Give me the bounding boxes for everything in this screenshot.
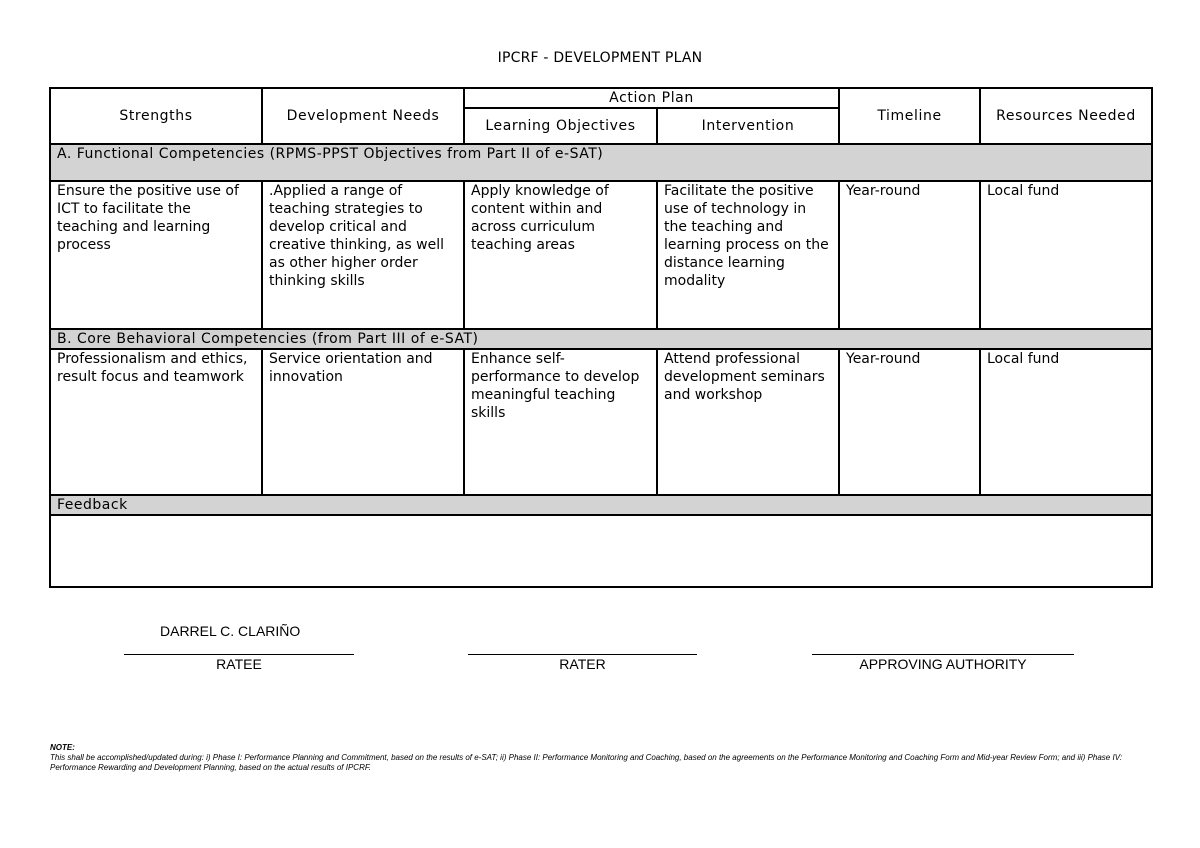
cell-development-needs: Service orientation and innovation <box>262 349 464 495</box>
cell-strengths: Ensure the positive use of ICT to facilitate the teaching and learning process <box>50 181 262 329</box>
section-b-header <box>50 329 1152 349</box>
development-plan-table <box>49 87 1153 588</box>
header-resources-needed: Resources Needed <box>980 88 1152 144</box>
cell-resources-needed: Local fund <box>980 181 1152 329</box>
header-action-plan: Action Plan <box>464 88 839 108</box>
section-a-title: A. Functional Competencies (RPMS-PPST Objectives from Part II of e-SAT) <box>50 144 1152 181</box>
approving-authority-signature-line <box>812 654 1074 672</box>
cell-timeline: Year-round <box>839 181 980 329</box>
header-intervention: Intervention <box>657 108 839 144</box>
rater-signature-line <box>468 654 697 672</box>
note-text: This shall be accomplished/updated during: i) Phase I: Performance Planning and Commitment, based on the results of e-SAT; ii) Phase II: Performance Monitoring and Coaching, based on the agreements on the Performance Monitoring and Coaching Form and Mid-year Review Form; and iii) Phase IV: Performance Rewarding and Development Planning, based on the actual results of IPCRF. <box>50 753 1123 772</box>
cell-intervention: Attend professional development seminars and workshop <box>657 349 839 495</box>
cell-timeline: Year-round <box>839 349 980 495</box>
feedback-row <box>50 515 1152 587</box>
feedback-header <box>50 495 1152 515</box>
cell-development-needs: .Applied a range of teaching strategies to develop critical and creative thinking, as well as other higher order thinking skills <box>262 181 464 329</box>
table-row <box>50 349 1152 495</box>
feedback-title: Feedback <box>50 495 1152 515</box>
ratee-name: DARREL C. CLARIÑO <box>160 623 301 639</box>
header-strengths: Strengths <box>50 88 262 144</box>
section-a-header <box>50 144 1152 181</box>
section-b-title: B. Core Behavioral Competencies (from Part III of e-SAT) <box>50 329 1152 349</box>
feedback-content <box>50 515 1152 587</box>
ratee-label: RATEE <box>216 656 262 672</box>
header-development-needs: Development Needs <box>262 88 464 144</box>
header-timeline: Timeline <box>839 88 980 144</box>
cell-strengths: Professionalism and ethics, result focus and teamwork <box>50 349 262 495</box>
approving-authority-label: APPROVING AUTHORITY <box>859 656 1027 672</box>
cell-resources-needed: Local fund <box>980 349 1152 495</box>
cell-intervention: Facilitate the positive use of technology in the teaching and learning process on the distance learning modality <box>657 181 839 329</box>
header-learning-objectives: Learning Objectives <box>464 108 657 144</box>
rater-label: RATER <box>559 656 606 672</box>
ratee-signature-line <box>124 654 354 672</box>
cell-learning-objectives: Enhance self-performance to develop meaningful teaching skills <box>464 349 657 495</box>
header-row <box>50 88 1152 108</box>
note <box>50 743 1150 773</box>
note-label: NOTE: <box>50 743 75 752</box>
cell-learning-objectives: Apply knowledge of content within and across curriculum teaching areas <box>464 181 657 329</box>
table-row <box>50 181 1152 329</box>
page-title: IPCRF - DEVELOPMENT PLAN <box>497 50 703 66</box>
